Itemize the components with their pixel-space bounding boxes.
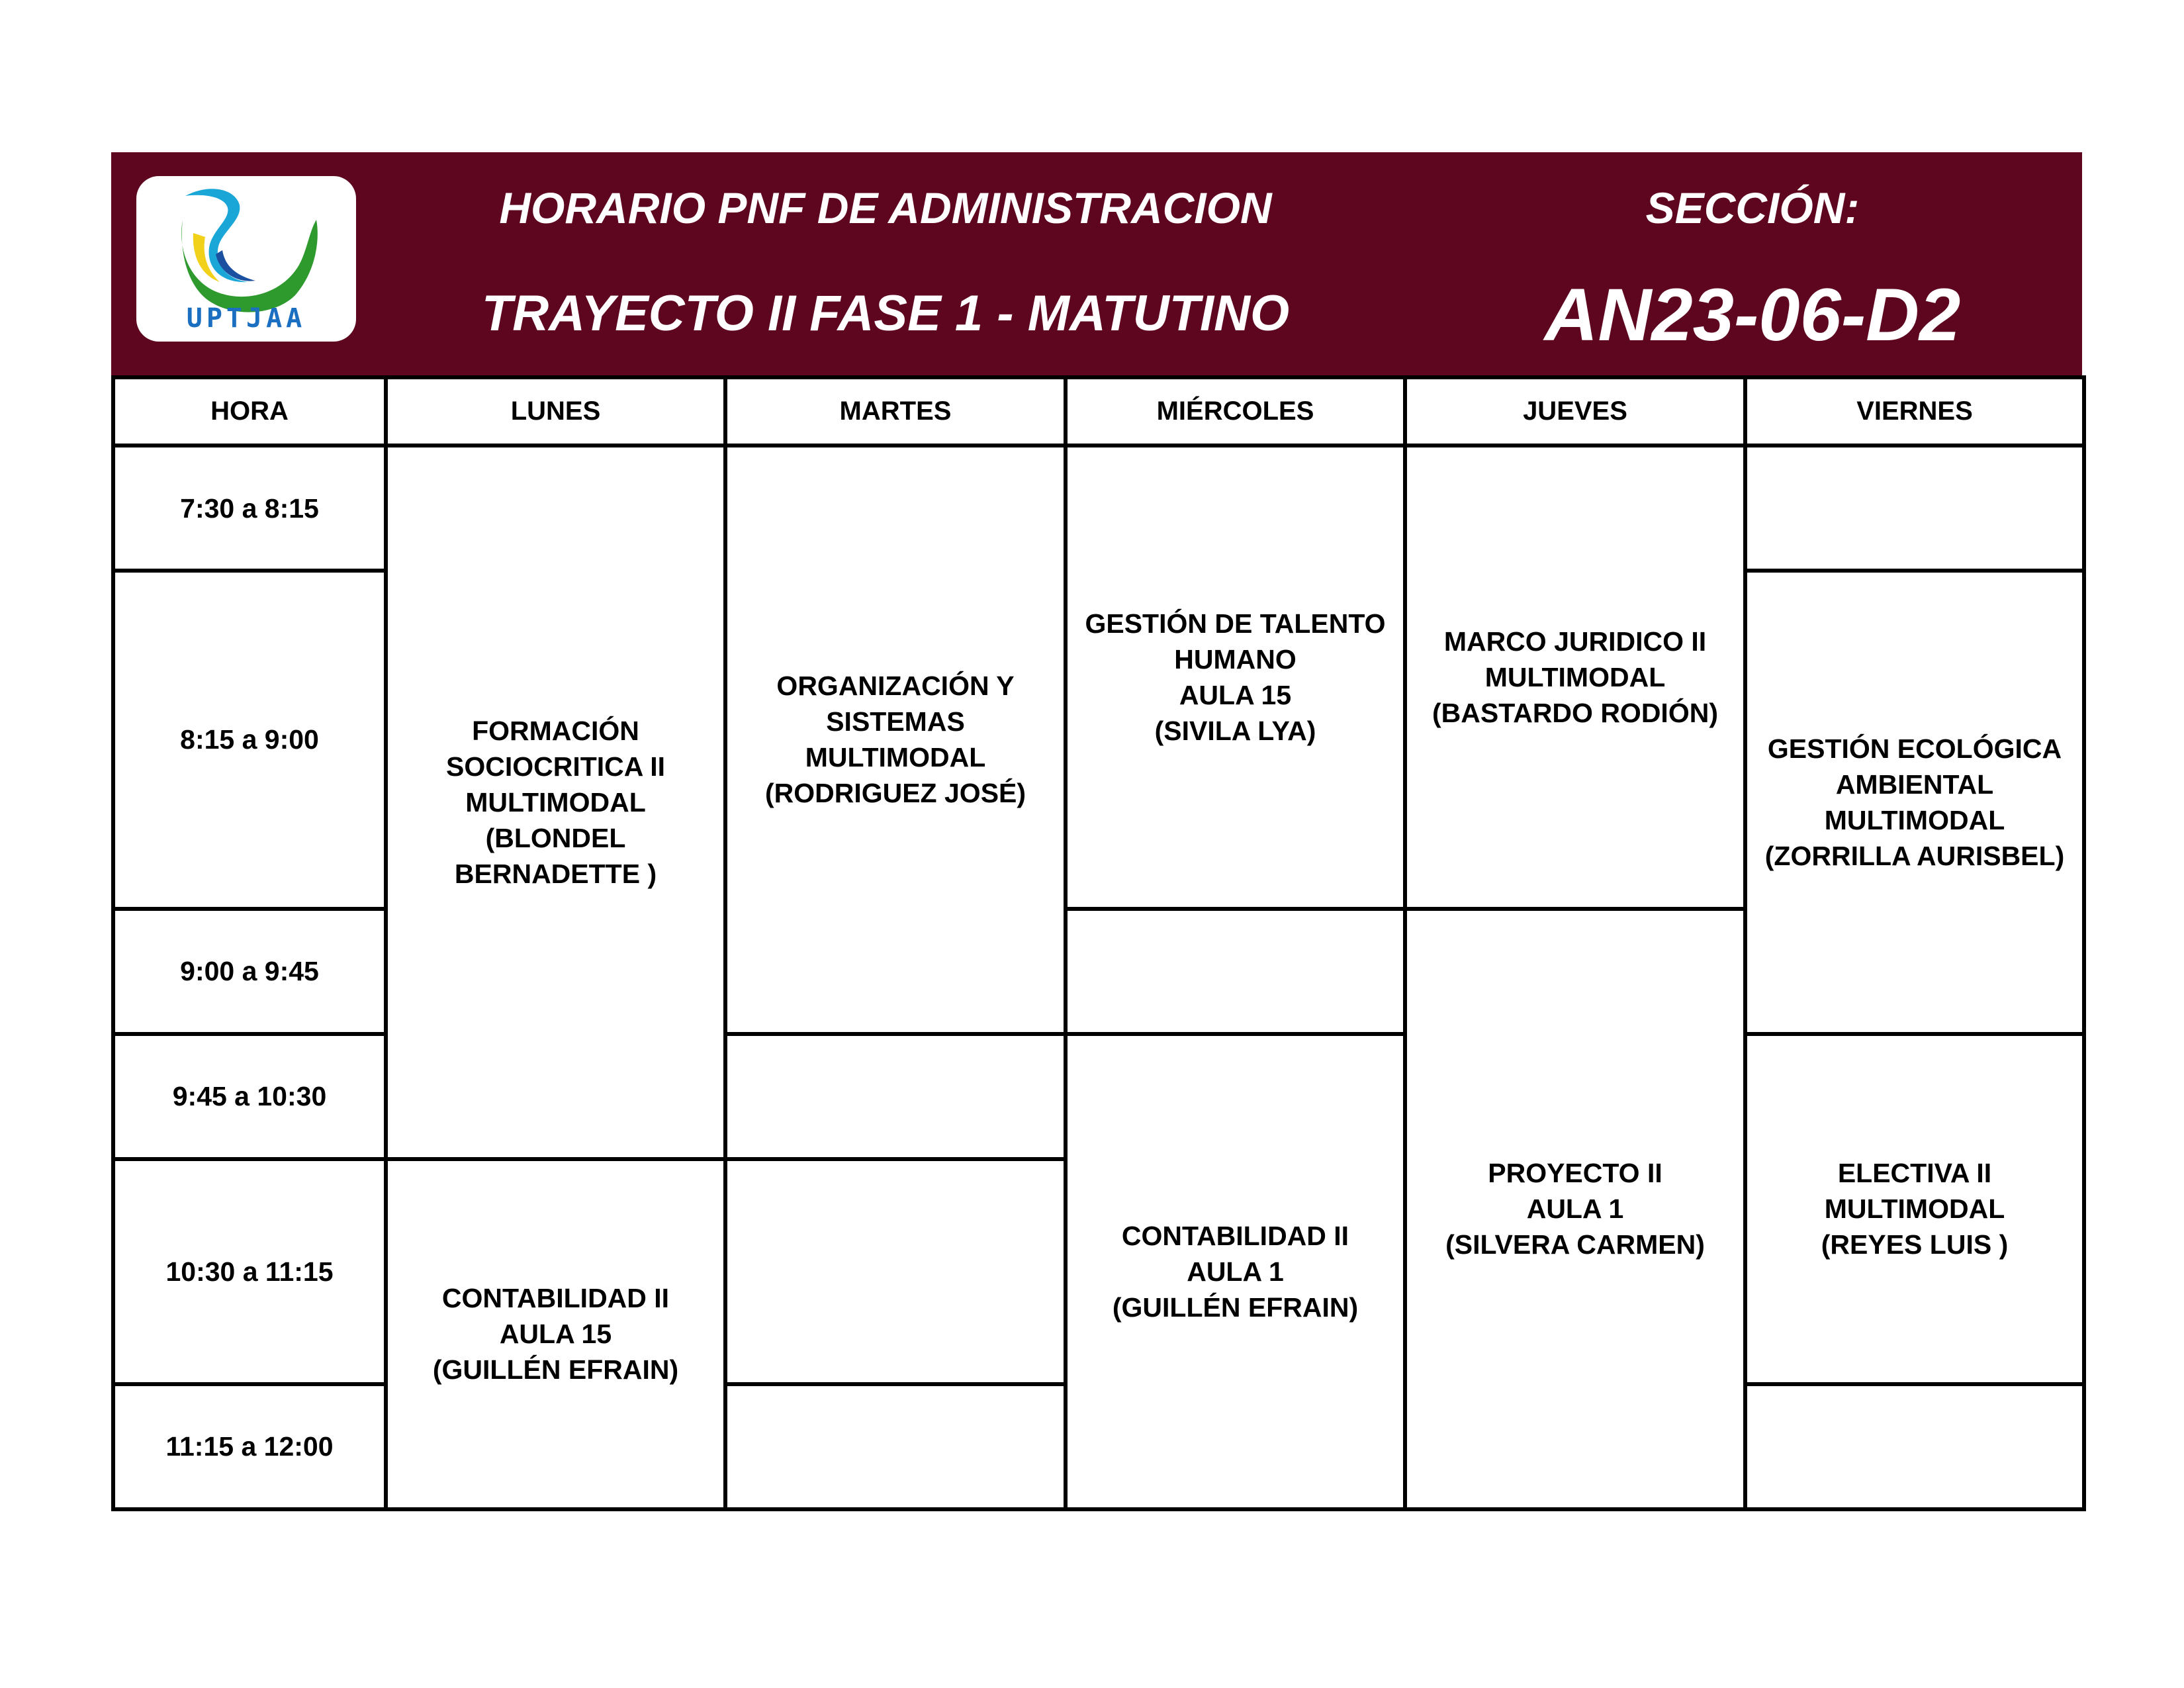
class-cell: [386, 1159, 725, 1509]
class-line: (GUILLÉN EFRAIN): [432, 1354, 679, 1385]
col-jueves: JUEVES: [1405, 377, 1745, 445]
schedule-table: [111, 375, 2086, 1511]
schedule-subtitle: TRAYECTO II FASE 1 - MATUTINO: [481, 285, 1290, 342]
class-line: (ZORRILLA AURISBEL): [1764, 840, 2065, 871]
hour-cell: 9:00 a 9:45: [113, 909, 386, 1034]
class-line: CONTABILIDAD II: [1121, 1220, 1349, 1251]
class-line: GESTIÓN DE TALENTO: [1085, 608, 1386, 639]
class-line: ORGANIZACIÓN Y: [776, 671, 1015, 702]
class-line: (SIVILA LYA): [1154, 715, 1316, 746]
col-martes: MARTES: [725, 377, 1066, 445]
class-cell: [1745, 571, 2084, 1034]
class-line: GESTIÓN ECOLÓGICA: [1767, 733, 2062, 764]
class-line: (BLONDEL: [485, 822, 626, 853]
hour-cell: 11:15 a 12:00: [113, 1384, 386, 1509]
class-cell: [1405, 909, 1745, 1510]
class-line: BERNADETTE ): [454, 858, 657, 889]
class-line: (GUILLÉN EFRAIN): [1112, 1291, 1359, 1323]
class-cell: [1066, 445, 1405, 909]
class-line: PROYECTO II: [1488, 1158, 1662, 1189]
class-line: ELECTIVA II: [1837, 1158, 1992, 1189]
class-line: MULTIMODAL: [1824, 1194, 2005, 1225]
class-cell: [725, 445, 1066, 1034]
class-line: SISTEMAS: [826, 706, 965, 737]
col-hora: HORA: [113, 377, 386, 445]
schedule-title: HORARIO PNF DE ADMINISTRACION: [499, 183, 1272, 232]
class-line: (REYES LUIS ): [1821, 1229, 2009, 1260]
class-line: AULA 15: [1179, 679, 1292, 710]
class-line: AMBIENTAL: [1835, 769, 1994, 800]
class-line: AULA 15: [499, 1319, 612, 1350]
col-miercoles: MIÉRCOLES: [1066, 377, 1405, 445]
class-cell: [1405, 445, 1745, 909]
class-line: MULTIMODAL: [465, 786, 646, 818]
class-line: HUMANO: [1174, 643, 1297, 675]
col-lunes: LUNES: [386, 377, 725, 445]
class-line: MARCO JURIDICO II: [1443, 626, 1707, 657]
class-cell: [1745, 1034, 2084, 1384]
class-cell: [1066, 1034, 1405, 1509]
empty-cell: [725, 1159, 1066, 1384]
class-line: (SILVERA CARMEN): [1445, 1229, 1705, 1260]
header-row: [113, 377, 2084, 445]
col-viernes: VIERNES: [1745, 377, 2084, 445]
class-line: SOCIOCRITICA II: [445, 751, 666, 782]
logo-text: UPTJAA: [186, 303, 306, 334]
class-line: (BASTARDO RODIÓN): [1432, 697, 1718, 728]
class-cell: [386, 445, 725, 1159]
class-line: (RODRIGUEZ JOSÉ): [764, 778, 1026, 809]
empty-cell: [1066, 909, 1405, 1034]
uptjaa-logo: [136, 176, 356, 342]
empty-cell: [1745, 445, 2084, 571]
table-row: [113, 445, 2084, 571]
class-line: CONTABILIDAD II: [441, 1283, 670, 1314]
hour-cell: 9:45 a 10:30: [113, 1034, 386, 1159]
class-line: AULA 1: [1187, 1256, 1284, 1287]
section-value: AN23-06-D2: [1544, 273, 1961, 356]
hour-cell: 7:30 a 8:15: [113, 445, 386, 571]
hour-cell: 10:30 a 11:15: [113, 1159, 386, 1384]
empty-cell: [725, 1384, 1066, 1509]
empty-cell: [1745, 1384, 2084, 1509]
class-line: MULTIMODAL: [1824, 804, 2005, 835]
hour-cell: 8:15 a 9:00: [113, 571, 386, 908]
schedule-header: [111, 152, 2082, 375]
class-line: FORMACIÓN: [472, 715, 639, 746]
class-line: MULTIMODAL: [805, 742, 986, 773]
class-line: AULA 1: [1526, 1194, 1624, 1225]
section-label: SECCIÓN:: [1645, 183, 1860, 232]
empty-cell: [725, 1034, 1066, 1159]
class-line: MULTIMODAL: [1484, 661, 1666, 692]
